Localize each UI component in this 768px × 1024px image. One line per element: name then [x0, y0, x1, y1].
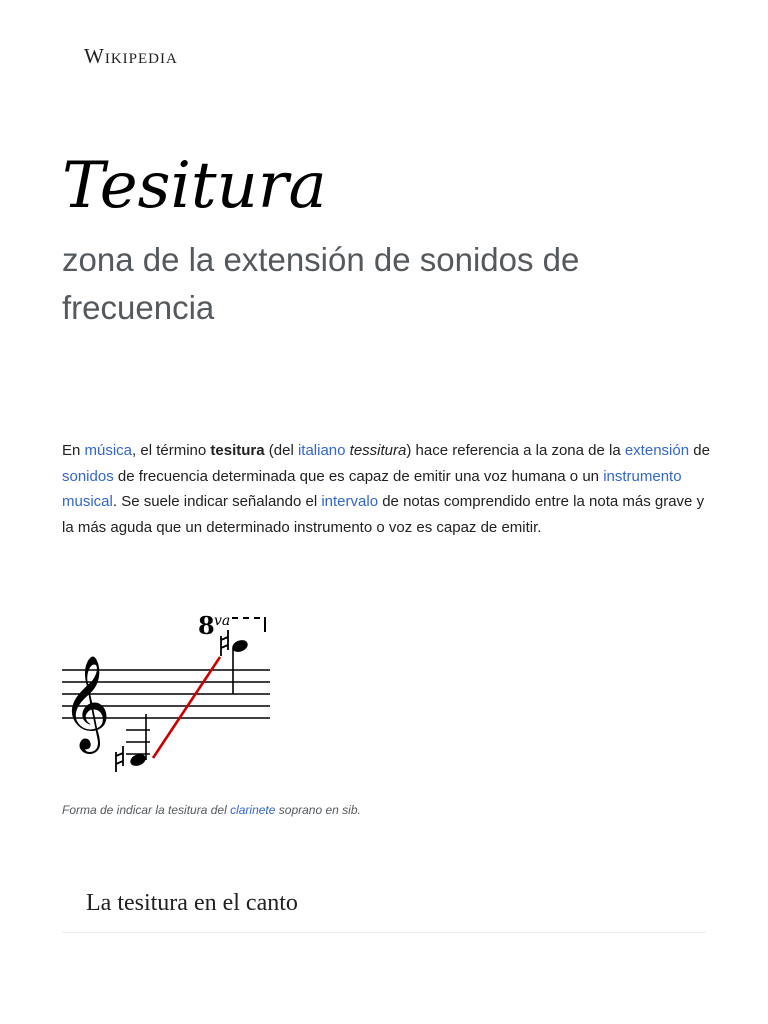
figure-caption	[62, 801, 361, 819]
link-extension[interactable]: extensión	[624, 442, 690, 459]
link-clarinete[interactable]: clarinete	[230, 803, 276, 817]
section-heading-label: La tesitura en el canto	[86, 889, 298, 916]
caption-text: soprano en sib.	[275, 803, 361, 817]
page-title: Tesitura	[62, 149, 327, 223]
link-instrumento-musical[interactable]: instrumento musical	[62, 467, 682, 510]
lead-text: de notas comprendido entre la nota más grave y la más aguda que un determinado instrumento o voz es capaz de emitir.	[62, 493, 705, 536]
natural-sign-icon	[116, 746, 123, 772]
section-heading-canto[interactable]	[62, 874, 706, 933]
wikipedia-wordmark[interactable]: Wikipedia	[84, 44, 178, 68]
lead-text: ) hace referencia a la zona de la	[406, 442, 625, 459]
lead-text: de	[689, 442, 710, 459]
ottava-numeral: 8	[198, 611, 215, 640]
lead-text: (del	[264, 442, 298, 459]
tessitura-notation-image[interactable]	[62, 606, 276, 784]
natural-sign-icon	[221, 630, 228, 656]
lead-text: . Se suele indicar señalando el	[112, 493, 322, 510]
range-line	[153, 657, 220, 758]
link-intervalo[interactable]: intervalo	[321, 493, 379, 510]
link-italiano[interactable]: italiano	[297, 442, 346, 459]
lead-paragraph	[62, 438, 710, 540]
treble-clef-icon: 𝄞	[62, 655, 111, 750]
page-description: zona de la extensión de sonidos de frecuencia	[62, 241, 580, 326]
lead-bold-term: tesitura	[210, 442, 265, 459]
lead-text: En	[62, 442, 85, 459]
ottava-suffix: va	[214, 613, 231, 629]
lead-text: de frecuencia determinada que es capaz de emitir una voz humana o un	[113, 467, 604, 485]
lead-italic-term: tessitura	[349, 442, 407, 459]
caption-text: Forma de indicar la tesitura del	[62, 803, 231, 817]
lead-text: , el término	[132, 442, 211, 459]
link-sonidos[interactable]: sonidos	[62, 467, 114, 485]
link-musica[interactable]: música	[84, 442, 133, 459]
